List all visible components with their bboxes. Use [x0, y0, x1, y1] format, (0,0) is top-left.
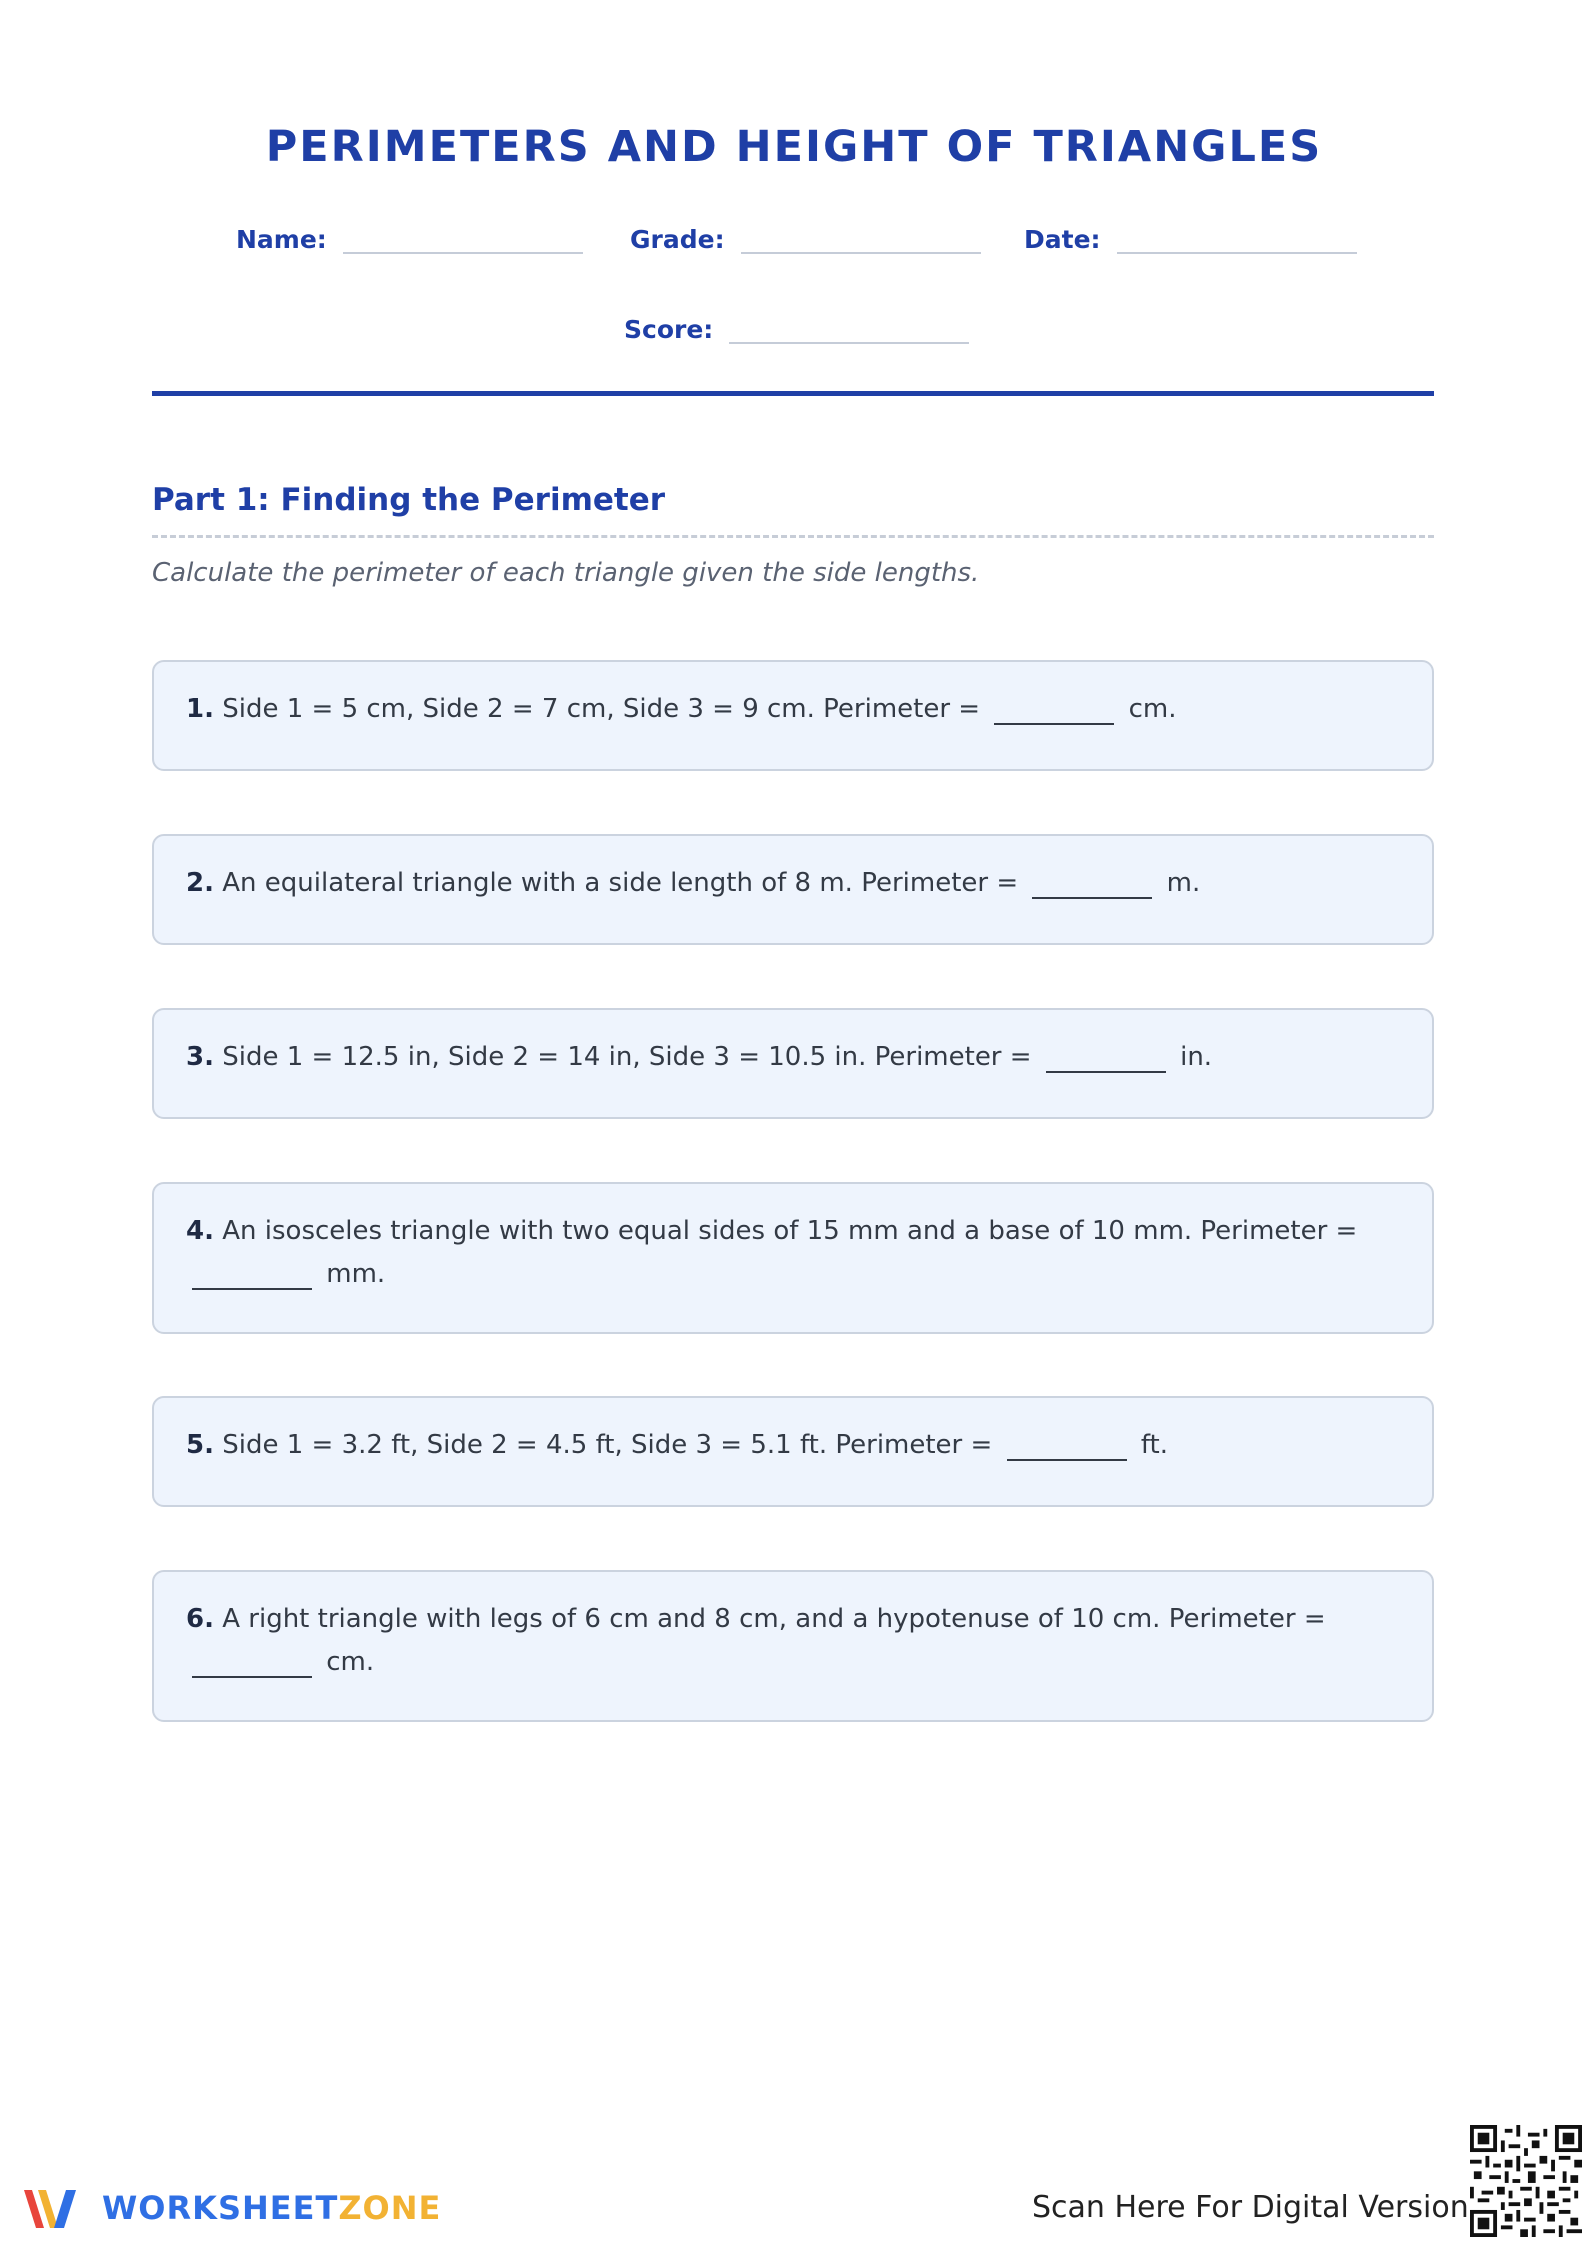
logo-mark-icon — [20, 2180, 92, 2236]
answer-blank[interactable] — [1046, 1071, 1166, 1073]
question-card — [152, 1008, 1434, 1119]
question-unit: in. — [1180, 1042, 1213, 1072]
answer-blank[interactable] — [1032, 897, 1152, 899]
section-instruction: Calculate the perimeter of each triangle given the side lengths. — [152, 558, 980, 588]
worksheet-title: PERIMETERS AND HEIGHT OF TRIANGLES — [265, 122, 1323, 172]
logo-word-part1: WORKSHEET — [102, 2189, 339, 2227]
name-input-line[interactable] — [343, 222, 583, 254]
grade-field — [630, 222, 981, 254]
question-number: 3. — [186, 1042, 214, 1072]
date-label: Date: — [1024, 225, 1101, 254]
question-unit: mm. — [326, 1259, 386, 1289]
question-number: 1. — [186, 694, 214, 724]
answer-blank[interactable] — [994, 723, 1114, 725]
question-text: An isosceles triangle with two equal sides of 15 mm and a base of 10 mm. Perimeter = — [222, 1216, 1358, 1246]
question-card — [152, 1396, 1434, 1507]
question-text: Side 1 = 3.2 ft, Side 2 = 4.5 ft, Side 3 = 5.1 ft. Perimeter = — [222, 1430, 993, 1460]
question-number: 4. — [186, 1216, 214, 1246]
question-card — [152, 1182, 1434, 1334]
worksheetzone-logo[interactable] — [20, 2180, 441, 2236]
grade-label: Grade: — [630, 225, 725, 254]
answer-blank[interactable] — [192, 1676, 312, 1678]
question-unit: cm. — [326, 1647, 375, 1677]
question-card — [152, 834, 1434, 945]
question-number: 5. — [186, 1430, 214, 1460]
question-unit: m. — [1166, 868, 1201, 898]
question-text: An equilateral triangle with a side length of 8 m. Perimeter = — [222, 868, 1019, 898]
question-text: Side 1 = 12.5 in, Side 2 = 14 in, Side 3 = 10.5 in. Perimeter = — [222, 1042, 1032, 1072]
answer-blank[interactable] — [192, 1288, 312, 1290]
score-field — [624, 312, 969, 344]
section-title: Part 1: Finding the Perimeter — [152, 482, 666, 518]
name-label: Name: — [236, 225, 327, 254]
question-unit: ft. — [1140, 1430, 1168, 1460]
score-input-line[interactable] — [729, 312, 969, 344]
date-input-line[interactable] — [1117, 222, 1357, 254]
grade-input-line[interactable] — [741, 222, 981, 254]
question-text: Side 1 = 5 cm, Side 2 = 7 cm, Side 3 = 9 cm. Perimeter = — [222, 694, 981, 724]
qr-code-icon[interactable] — [1470, 2125, 1582, 2237]
question-number: 6. — [186, 1604, 214, 1634]
name-field — [236, 222, 583, 254]
header-divider — [152, 391, 1434, 396]
question-unit: cm. — [1128, 694, 1177, 724]
question-number: 2. — [186, 868, 214, 898]
scan-caption: Scan Here For Digital Version — [1032, 2190, 1469, 2225]
logo-wordmark — [102, 2189, 441, 2227]
question-text: A right triangle with legs of 6 cm and 8 cm, and a hypotenuse of 10 cm. Perimeter = — [222, 1604, 1326, 1634]
section-dashed-divider — [152, 535, 1434, 538]
question-card — [152, 1570, 1434, 1722]
score-label: Score: — [624, 315, 714, 344]
logo-word-part2: ZONE — [338, 2189, 442, 2227]
question-card — [152, 660, 1434, 771]
date-field — [1024, 222, 1357, 254]
answer-blank[interactable] — [1007, 1459, 1127, 1461]
